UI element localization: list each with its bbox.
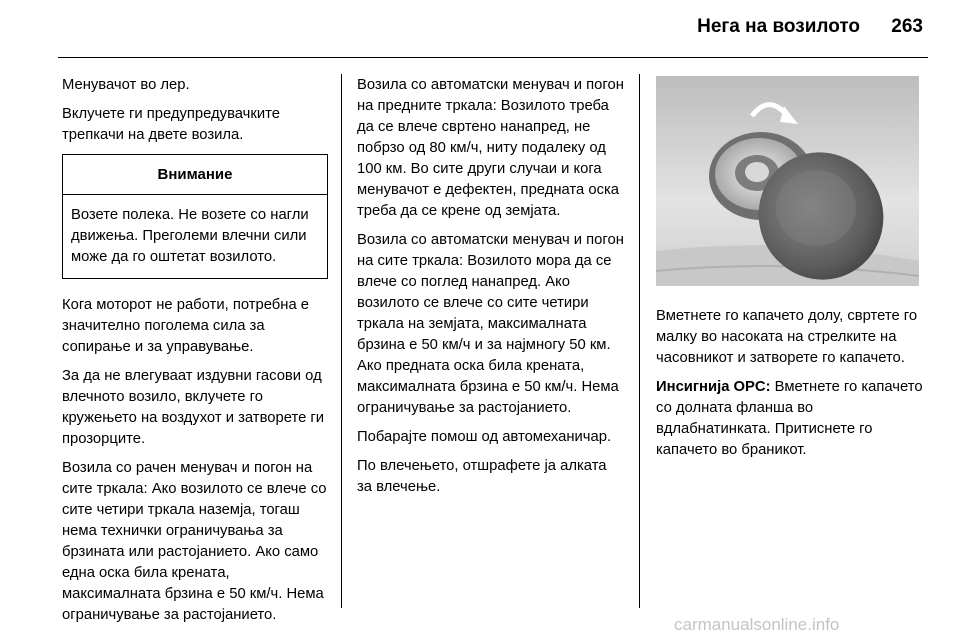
paragraph: Возила со рачен менувач и погон на сите тркала: Ако возилото се влече со сите четири тркала наземја, тогаш нема технички ограничувања за брзината или растојанието. Ако само една оска била кренатa, максималната брзина е 50 км/ч. Нема ограничување за растојанието. — [62, 460, 327, 623]
column-3 — [656, 306, 924, 469]
watermark: carmanualsonline.info — [674, 615, 840, 634]
tow-eye-cover-photo — [656, 76, 919, 286]
header-rule — [58, 57, 928, 58]
page-header-title: Нега на возилото — [697, 16, 860, 37]
paragraph: Вметнете го капачето долу, свртете го малку во насоката на стрелките на часовникот и затворете го капачето. — [656, 308, 918, 366]
paragraph: Менувачот во лер. — [62, 77, 190, 93]
column-2 — [357, 75, 625, 506]
warning-box — [62, 154, 328, 279]
paragraph: Возила со автоматски менувач и погон на сите тркала: Возилото мора да се влече со поглед нанапред. Ако возилото се влече со сите четири тркала на земјата, максималната брзина е 50 км/ч и за најмногу 50 км. Ако предната оска била кренатa, максималната брзина е 50 км/ч. Нема ограничување за растојанието. — [357, 232, 624, 416]
tow-eye-cover-illustration — [656, 76, 919, 286]
paragraph: Побарајте помош од автомеханичар. — [357, 429, 612, 445]
paragraph-text: Вметнете го капачето со долната фланша во вдлабнатинката. Притиснете го капачето во браникот. — [656, 379, 923, 458]
paragraph: Возила со автоматски менувач и погон на предните тркала: Возилото треба да се влече свртено нанапред, не побрзо од 80 км/ч, ниту подалеку од 100 км. Во сите други случаи и кога менувачот е дефектен, предната оска треба да се крене од земјата. — [357, 77, 624, 219]
column-divider-left — [341, 74, 342, 608]
paragraph: Кога моторот не работи, потребна е значително поголема сила за сопирање и за управување. — [62, 297, 310, 355]
warning-text: Возете полека. Не возете со нагли движења. Преголеми влечни сили може да го оштетат возилото. — [71, 207, 309, 265]
column-divider-right — [639, 74, 640, 608]
paragraph: За да не влегуваат издувни гасови од влечното возило, вклучете го кружењето на воздухот и затворете ги прозорците. — [62, 368, 325, 447]
paragraph-label: Инсигнија OPC: — [656, 379, 771, 395]
column-1 — [62, 75, 328, 634]
page-number: 263 — [891, 16, 923, 37]
paragraph: По влечењето, отшрафете ја алката за влечење. — [357, 458, 607, 495]
paragraph: Вклучете ги предупредувачките трепкачи на двете возила. — [62, 106, 280, 143]
warning-title: Внимание — [63, 155, 327, 195]
paragraph — [656, 377, 924, 461]
